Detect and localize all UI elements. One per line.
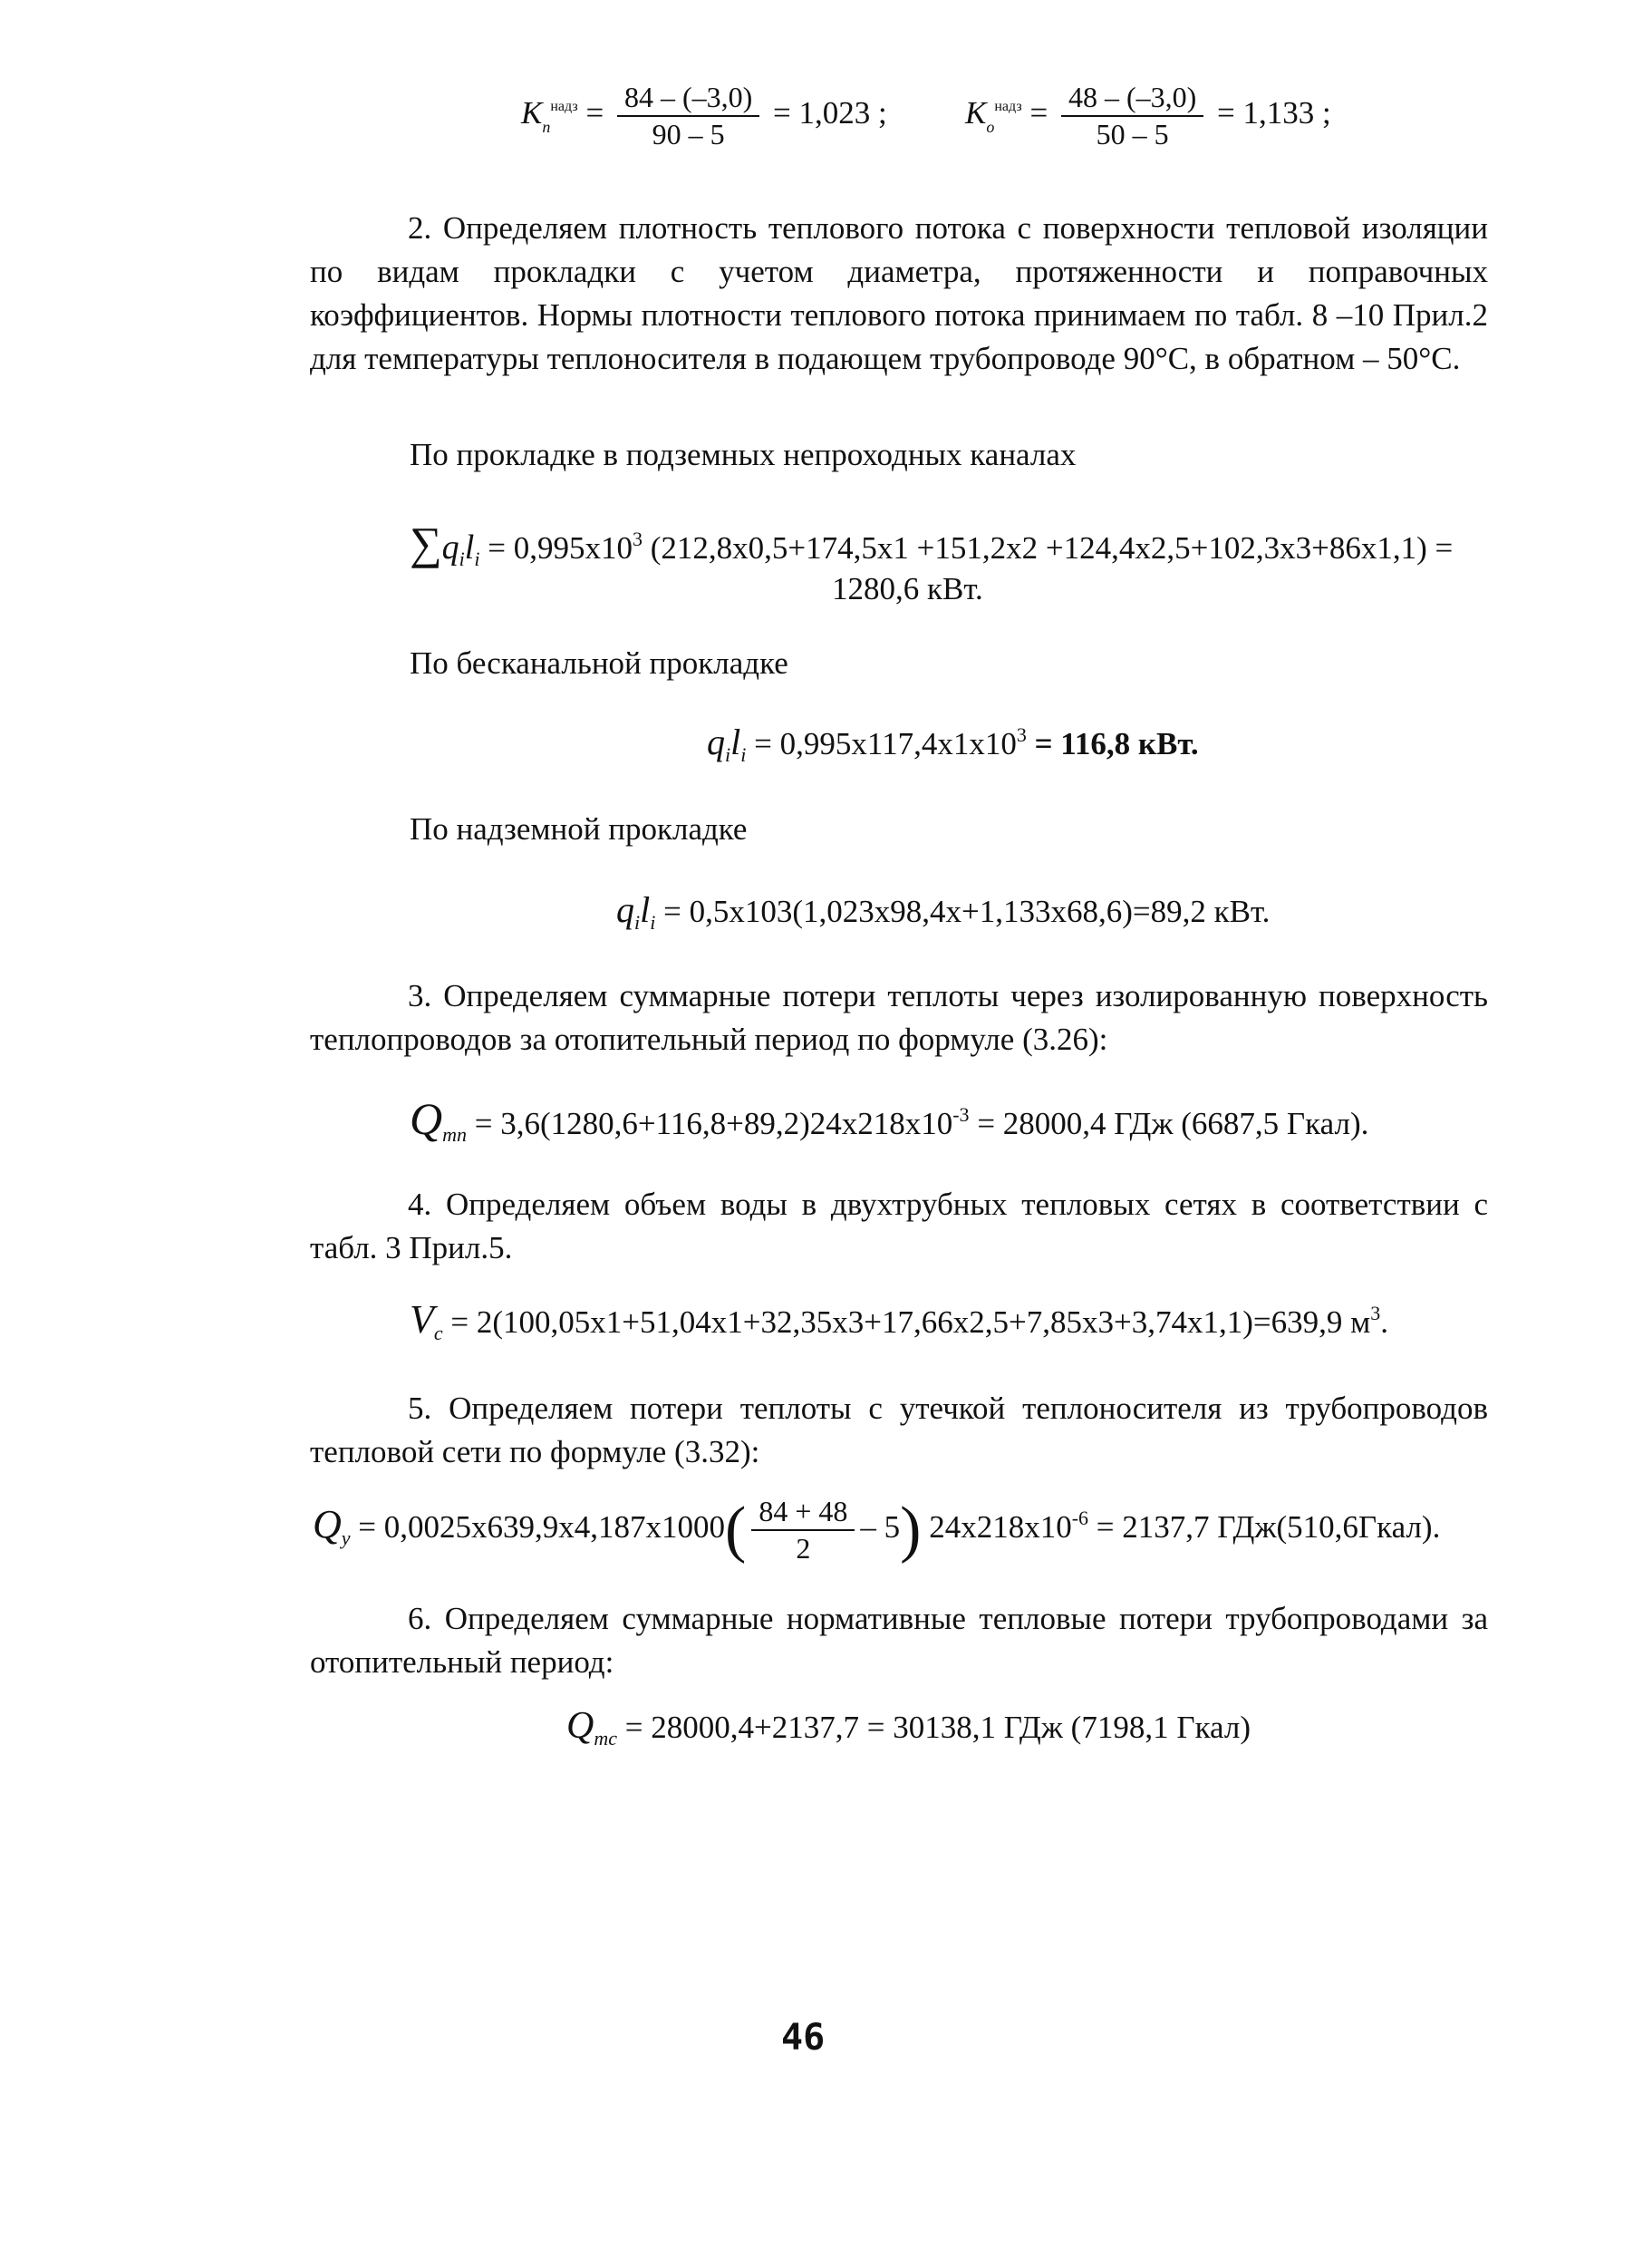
step2-ductless-formula <box>707 721 1199 767</box>
k2-denominator: 50 – 5 <box>1096 118 1169 151</box>
coefficient-k-supply: $K_п^{надз}$ = $\frac{84 - (-3,0)}{90 - 5}$ = 1,023 ; <box>521 81 887 151</box>
k1-numerator: 84 – (–3,0) <box>617 82 759 117</box>
channel-formula-rest: (212,8х0,5+174,5х1 +151,2х2 +124,4х2,5+102,3х3+86х1,1) = <box>642 530 1454 566</box>
step6-formula-body: = 28000,4+2137,7 = 30138,1 ГДж (7198,1 Гкал) <box>624 1710 1251 1745</box>
step5-fraction <box>751 1496 855 1565</box>
k2-symbol: K <box>965 95 987 131</box>
step5-frac-tail: – 5 <box>860 1509 901 1546</box>
step5-symbol: Q <box>313 1502 342 1547</box>
step3-paragraph <box>310 974 1488 1061</box>
step4-text: 4. Определяем объем воды в двухтрубных тепловых сетях в соответствии с табл. 3 Прил.5. <box>310 1187 1488 1265</box>
page-number: 46 <box>781 2017 826 2059</box>
k1-denominator: 90 – 5 <box>652 118 725 151</box>
k2-subscript: о <box>986 118 995 137</box>
overground-formula-body: = 0,5х103(1,023х98,4х+1,133х68,6)=89,2 кВт. <box>663 894 1271 929</box>
step6-subscript: тс <box>594 1727 617 1749</box>
step5-subscript: у <box>341 1527 351 1550</box>
step6-paragraph <box>310 1597 1488 1684</box>
step5-formula-left: = 0,0025х639,9х4,187х1000 <box>358 1509 726 1546</box>
k2-fraction <box>1061 82 1203 150</box>
k1-fraction <box>617 82 759 150</box>
step3-exp: -3 <box>952 1103 970 1126</box>
coefficient-k-return: $K_о^{надз}$ = $\frac{48 - (-3,0)}{50 - 5}$ = 1,133 ; <box>965 81 1331 151</box>
channel-lhs: $q_il_i$ <box>441 528 480 570</box>
step2-overground-label: По надземной прокладке <box>410 811 748 847</box>
step5-result: = 2137,7 ГДж(510,6Гкал). <box>1088 1509 1441 1546</box>
step4-formula <box>410 1296 1388 1345</box>
step6-symbol: Q <box>566 1705 594 1747</box>
step4-paragraph <box>310 1183 1488 1270</box>
step2-paragraph <box>310 207 1488 381</box>
k1-symbol: K <box>521 95 543 131</box>
step3-formula-body: = 3,6(1280,6+116,8+89,2)24х218х10 <box>474 1106 953 1141</box>
step3-text: 3. Определяем суммарные потери теплоты через изолированную поверхность теплопроводов за отопительный период по формуле (3.26): <box>310 978 1488 1057</box>
sum-symbol: ∑ <box>410 518 442 568</box>
channel-formula-exp: 3 <box>632 528 643 550</box>
ductless-lhs: $q_il_i$ <box>707 722 747 766</box>
k2-superscript: надз <box>994 99 1022 115</box>
step4-symbol: V <box>410 1297 434 1342</box>
step3-subscript: тп <box>442 1123 467 1146</box>
step2-channel-formula <box>410 517 1453 571</box>
overground-lhs: $q_il_i$ <box>616 889 656 934</box>
step4-tail: . <box>1380 1304 1389 1340</box>
step5-exp: -6 <box>1071 1507 1089 1530</box>
step2-text: 2. Определяем плотность теплового потока с поверхности тепловой изоляции по видам прокладки с учетом диаметра, протяженности и поправочных коэффициентов. Нормы плотности теплового потока принимаем по табл. 8 –10 Прил.2 для температуры теплоносителя в подающем трубопроводе 90°С, в обратном – 50°С. <box>310 210 1488 376</box>
step2-channel-label: По прокладке в подземных непроходных каналах <box>410 437 1077 472</box>
step4-subscript: c <box>433 1322 443 1344</box>
step5-frac-den: 2 <box>796 1532 811 1565</box>
ductless-exp: 3 <box>1016 723 1027 746</box>
k2-numerator: 48 – (–3,0) <box>1061 82 1203 117</box>
k1-result: = 1,023 ; <box>773 95 887 131</box>
ductless-formula-body: = 0,995х117,4х1х10 <box>754 726 1017 761</box>
step4-formula-body: = 2(100,05х1+51,04х1+32,35х3+17,66х2,5+7,85х3+3,74х1,1)=639,9 м <box>450 1304 1371 1340</box>
step3-formula <box>410 1092 1368 1147</box>
ductless-result: = 116,8 кВт. <box>1034 726 1199 761</box>
step5-paragraph <box>310 1387 1488 1474</box>
k1-subscript: п <box>542 118 551 137</box>
channel-formula-body: = 0,995х10 <box>488 530 633 566</box>
step4-exp: 3 <box>1370 1302 1381 1324</box>
step2-ductless-label: По бесканальной прокладке <box>410 645 788 681</box>
k1-superscript: надз <box>550 99 578 115</box>
step5-formula: $Q_у = 0,0025х639,9х4,187х1000$( $\frac{84 + 48}{2}$ – 5) $24х218х10^{-6} = 2137,7$ ГДж(510,6Гкал). <box>313 1495 1441 1565</box>
step3-result: = 28000,4 ГДж (6687,5 Гкал). <box>969 1106 1369 1141</box>
step2-channel-result: 1280,6 кВт. <box>832 571 983 606</box>
step5-frac-num: 84 + 48 <box>751 1496 855 1531</box>
step5-formula-right: 24х218х10 <box>929 1509 1072 1546</box>
k2-result: = 1,133 ; <box>1217 95 1331 131</box>
step6-formula <box>566 1704 1251 1750</box>
step2-overground-formula <box>616 888 1270 935</box>
step3-symbol: Q <box>410 1093 443 1144</box>
step6-text: 6. Определяем суммарные нормативные тепловые потери трубопроводами за отопительный период: <box>310 1601 1488 1680</box>
step5-text: 5. Определяем потери теплоты с утечкой теплоносителя из трубопроводов тепловой сети по формуле (3.32): <box>310 1391 1488 1469</box>
